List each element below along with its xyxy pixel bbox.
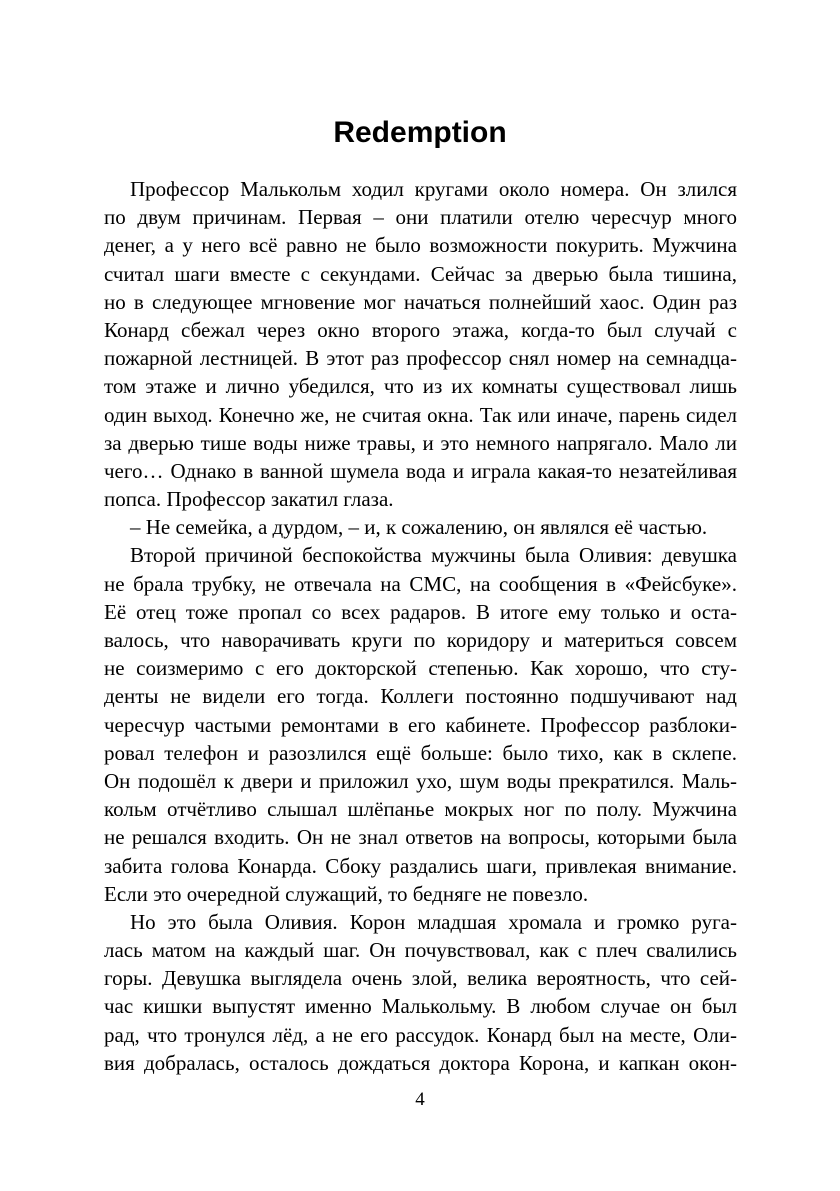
- body-text: [104, 175, 737, 1077]
- text-line: не решался входить. Он не знал ответов на вопросы, которыми была: [104, 825, 737, 850]
- text-line: за дверью тише воды ниже травы, и это немного напрягало. Мало ли: [104, 430, 737, 455]
- text-line: рад, что тронулся лёд, а не его рассудок. Конард был на месте, Оли-: [104, 1022, 737, 1047]
- text-line: Её отец тоже пропал со всех радаров. В итоге ему только и оста-: [104, 599, 737, 624]
- text-line: Но это была Оливия. Корон младшая хромала и громко руга-: [130, 909, 737, 934]
- text-line: денег, а у него всё равно не было возможности покурить. Мужчина: [104, 233, 737, 258]
- text-line: – Не семейка, а дурдом, – и, к сожалению, он являлся её частью.: [130, 515, 708, 540]
- text-line: горы. Девушка выглядела очень злой, велика вероятность, что сей-: [104, 966, 737, 991]
- text-line: не соизмеримо с его докторской степенью. Как хорошо, что сту-: [104, 656, 737, 681]
- text-line: Конард сбежал через окно второго этажа, когда-то был случай с: [104, 317, 737, 342]
- text-line: валось, что наворачивать круги по коридору и материться совсем: [104, 628, 737, 652]
- text-line: Профессор Малькольм ходил кругами около номера. Он злился: [130, 177, 737, 201]
- text-line: забита голова Конарда. Сбоку раздались шаги, привлекая внимание.: [104, 853, 737, 878]
- text-line: Он подошёл к двери и приложил ухо, шум воды прекратился. Маль-: [104, 768, 737, 793]
- text-line: пожарной лестницей. В этот раз профессор снял номер на семнадца-: [104, 346, 737, 371]
- text-line: час кишки выпустят именно Малькольму. В любом случае он был: [104, 994, 737, 1019]
- text-line: Второй причиной беспокойства мужчины была Оливия: девушка: [130, 543, 737, 568]
- text-line: лась матом на каждый шаг. Он почувствовал, как с плеч свалились: [104, 938, 737, 963]
- text-line: попса. Профессор закатил глаза.: [104, 487, 394, 512]
- page-number: 4: [415, 1089, 425, 1110]
- text-line: Если это очередной служащий, то бедняге не повезло.: [104, 881, 589, 906]
- text-line: один выход. Конечно же, не считая окна. Так или иначе, парень сидел: [104, 402, 737, 427]
- text-line: чего… Однако в ванной шумела вода и играла какая-то незатейливая: [104, 458, 737, 483]
- text-line: ровал телефон и разозлился ещё больше: было тихо, как в склепе.: [104, 740, 737, 765]
- text-line: считал шаги вместе с секундами. Сейчас за дверью была тишина,: [104, 261, 737, 286]
- text-line: вия добралась, осталось дождаться доктора Корона, и капкан окон-: [104, 1050, 737, 1075]
- text-line: денты не видели его тогда. Коллеги постоянно подшучивают над: [104, 684, 737, 709]
- text-line: по двум причинам. Первая – они платили отелю чересчур много: [104, 205, 737, 230]
- chapter-title: Redemption: [333, 116, 507, 149]
- text-line: но в следующее мгновение мог начаться полнейший хаос. Один раз: [104, 289, 737, 314]
- text-line: чересчур частыми ремонтами в его кабинете. Профессор разблоки-: [104, 712, 737, 737]
- text-line: не брала трубку, не отвечала на СМС, на сообщения в «Фейсбуке».: [104, 571, 737, 596]
- text-line: том этаже и лично убедился, что из их комнаты существовал лишь: [104, 374, 737, 399]
- text-line: кольм отчётливо слышал шлёпанье мокрых ног по полу. Мужчина: [104, 797, 737, 822]
